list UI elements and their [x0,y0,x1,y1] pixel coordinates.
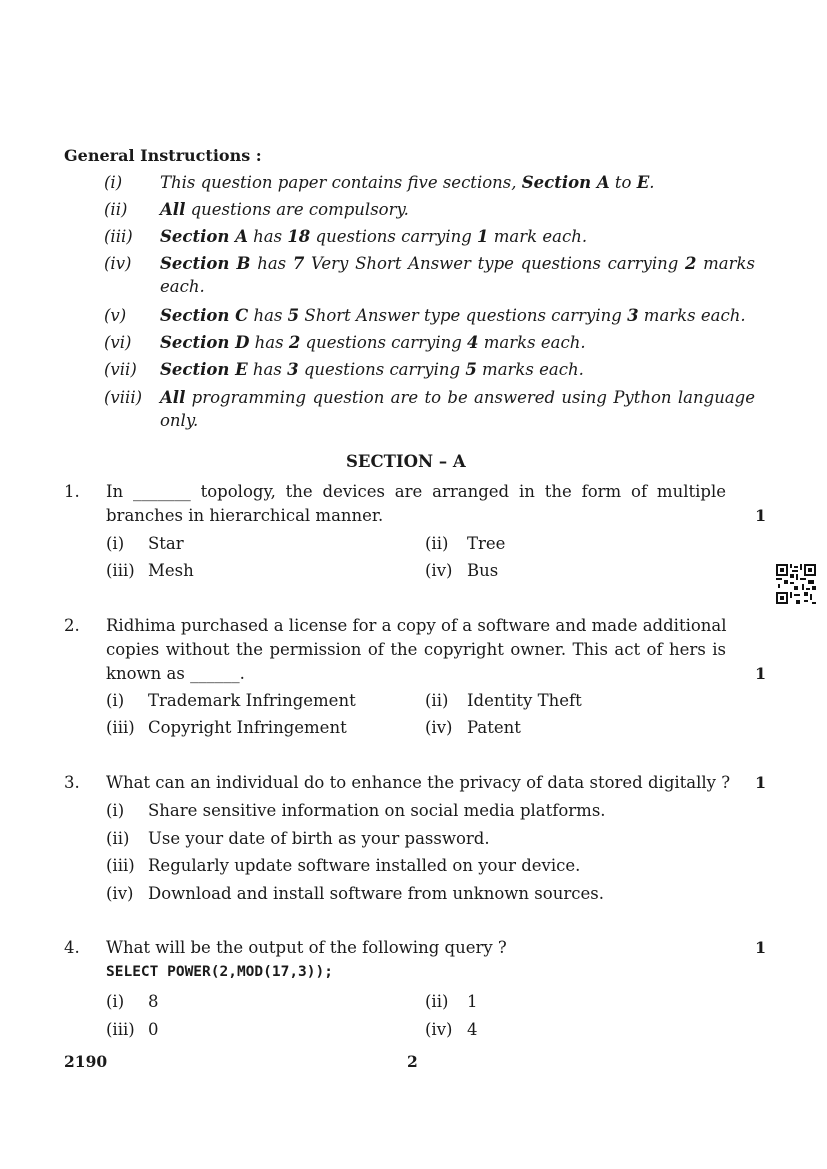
question-text: branches in hierarchical manner. [106,506,384,525]
general-instructions-title: General Instructions : [64,146,262,165]
option-text: Download and install software from unknown sources. [148,883,604,903]
question-text: What will be the output of the following query ? [106,938,507,957]
question-number: 4. [64,938,80,957]
option-text: 4 [467,1020,478,1039]
instruction-text: Section D has 2 questions carrying 4 marks each. [160,333,586,352]
option-text: 1 [467,992,478,1011]
option-label: (i) [106,801,125,820]
instruction-text: All programming question are to be answered using Python language [160,388,755,407]
option-label: (ii) [425,992,449,1011]
instruction-number: (i) [104,173,123,192]
option-text: Bus [467,561,499,580]
option-text: Share sensitive information on social media platforms. [148,801,606,820]
option-text: Mesh [148,561,194,580]
question-marks: 1 [755,664,767,683]
instruction-text: only. [160,411,199,430]
instruction-number: (iii) [104,227,133,246]
option-label: (i) [106,691,125,710]
page-number: 2 [407,1052,418,1071]
instruction-number: (vi) [104,333,132,352]
option-text: Star [148,534,184,553]
option-label: (iv) [425,1020,453,1039]
option-label: (iv) [106,883,134,903]
question-marks: 1 [755,506,767,525]
option-text: Identity Theft [467,691,582,710]
option-text: Tree [467,534,506,553]
instruction-number: (iv) [104,254,132,273]
question-number: 1. [64,482,80,501]
instruction-text: Section B has 7 Very Short Answer type questions carrying 2 marks [160,254,755,273]
instruction-text: each. [160,277,205,296]
option-label: (ii) [425,534,449,553]
option-text: Copyright Infringement [148,718,347,737]
qr-code-icon [776,564,816,604]
question-text: known as ______. [106,664,245,683]
option-label: (iii) [106,718,135,737]
option-label: (ii) [425,691,449,710]
question-text: Ridhima purchased a license for a copy of a software and made additional [106,616,727,635]
sql-query: SELECT POWER(2,MOD(17,3)); [106,964,333,980]
option-label: (ii) [106,828,130,848]
question-marks: 1 [755,773,767,792]
instruction-text: This question paper contains five sections, Section A to E. [160,173,655,192]
option-label: (iii) [106,856,135,875]
option-text: Use your date of birth as your password. [148,828,490,848]
option-text: Regularly update software installed on your device. [148,856,581,875]
question-marks: 1 [755,938,767,957]
option-label: (iii) [106,561,135,580]
question-text: In _______ topology, the devices are arranged in the form of multiple [106,482,726,501]
section-a-title: SECTION – A [346,452,466,471]
option-label: (iv) [425,718,453,737]
instruction-text: All questions are compulsory. [160,200,409,219]
option-text: Trademark Infringement [148,691,356,710]
option-text: 0 [148,1020,159,1039]
question-number: 3. [64,773,80,792]
paper-code: 2190 [64,1052,108,1071]
option-label: (iii) [106,1020,135,1039]
question-text: What can an individual do to enhance the privacy of data stored digitally ? [106,773,731,792]
instruction-text: Section A has 18 questions carrying 1 mark each. [160,227,588,246]
instruction-number: (viii) [104,388,143,407]
instruction-number: (v) [104,306,127,325]
option-text: 8 [148,992,159,1011]
option-text: Patent [467,718,521,737]
question-number: 2. [64,616,80,635]
question-text: copies without the permission of the copyright owner. This act of hers is [106,640,726,659]
option-label: (i) [106,534,125,553]
option-label: (i) [106,992,125,1011]
instruction-number: (ii) [104,200,128,219]
option-label: (iv) [425,561,453,580]
instruction-number: (vii) [104,360,137,379]
instruction-text: Section E has 3 questions carrying 5 marks each. [160,360,584,379]
instruction-text: Section C has 5 Short Answer type questions carrying 3 marks each. [160,306,746,325]
